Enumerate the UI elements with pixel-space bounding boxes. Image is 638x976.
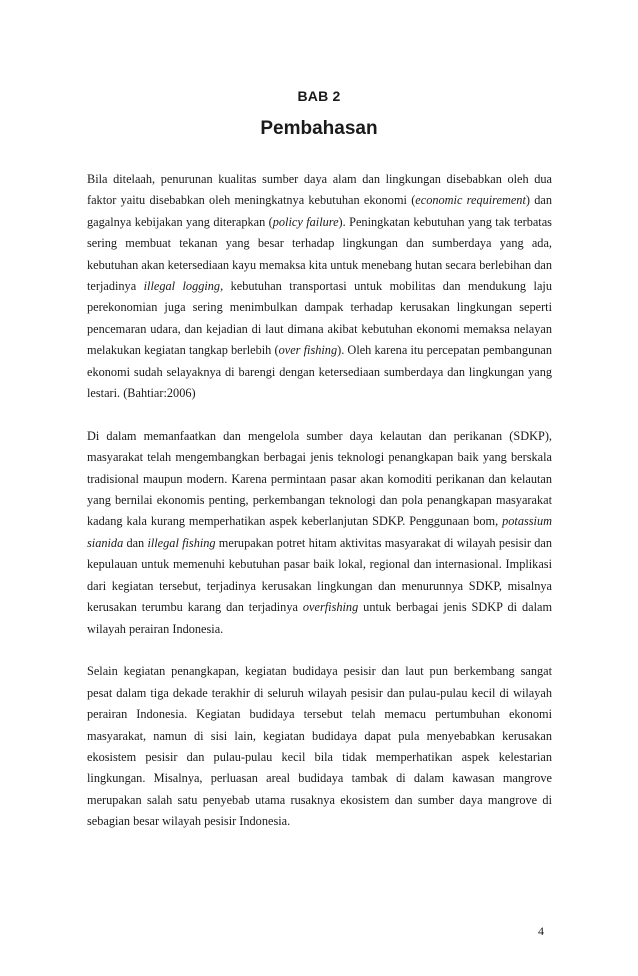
chapter-label: BAB 2 <box>297 88 341 104</box>
italic-term: policy failure <box>272 214 339 229</box>
paragraph-3 <box>87 661 552 832</box>
italic-term: potassium sianida <box>87 514 552 550</box>
italic-term: over fishing <box>278 343 338 358</box>
text-run: Di dalam memanfaatkan dan mengelola sumber daya kelautan dan perikanan (SDKP), masyarakat telah mengembangkan berbagai jenis teknologi penangkapan baik yang berskala tradisional maupun modern. Karena permintaan pasar akan komoditi perikanan dan kelautan yang bernilai ekonomis penting, perkembangan teknologi dan pola penangkapan masyarakat kadang kala kurang memperhatikan aspek keberlanjutan SDKP. Penggunaan bom, <box>87 428 552 529</box>
chapter-title: Pembahasan <box>260 118 378 139</box>
italic-term: illegal fishing <box>147 535 216 550</box>
body-text <box>87 169 552 854</box>
italic-term: illegal logging <box>143 279 221 294</box>
text-run: Selain kegiatan penangkapan, kegiatan budidaya pesisir dan laut pun berkembang sangat pesat dalam tiga dekade terakhir di seluruh wilayah pesisir dan pulau-pulau kecil di wilayah perairan Indonesia. Kegiatan budidaya tersebut telah memacu pertumbuhan ekonomi masyarakat, namun di sisi lain, kegiatan budidaya dapat pula menyebabkan kerusakan ekosistem pesisir dan pulau-pulau kecil bila tidak memperhatikan aspek kelestarian lingkungan. Misalnya, perluasan areal budidaya tambak di dalam kawasan mangrove merupakan salah satu penyebab utama rusaknya ekosistem dan sumber daya mangrove di sebagian besar wilayah pesisir Indonesia. <box>87 664 552 829</box>
italic-term: overfishing <box>302 600 359 615</box>
text-run: dan <box>123 535 148 550</box>
paragraph-1 <box>87 169 552 404</box>
text-run: ) dan gagalnya kebijakan yang diterapkan ( <box>87 193 552 229</box>
text-run: ). Peningkatan kebutuhan yang tak terbatas sering membuat tekanan yang besar terhadap lingkungan dan sumberdaya yang ada, kebutuhan akan ketersediaan kayu memaksa kita untuk menebang hutan secara berlebihan dan terjadinya <box>87 214 552 294</box>
text-run: Bila ditelaah, penurunan kualitas sumber daya alam dan lingkungan disebabkan oleh dua faktor yaitu disebabkan oleh meningkatnya kebutuhan ekonomi ( <box>87 172 552 208</box>
italic-term: economic requirement <box>415 193 526 208</box>
text-run: ). Oleh karena itu percepatan pembangunan ekonomi sudah selayaknya di barengi dengan ketersediaan sumberdaya dan lingkungan yang lestari. (Bahtiar:2006) <box>87 343 552 401</box>
page-number: 4 <box>538 924 544 938</box>
text-run: untuk berbagai jenis SDKP di dalam wilayah perairan Indonesia. <box>87 600 553 636</box>
paragraph-2 <box>87 426 552 640</box>
text-run: , kebutuhan transportasi untuk mobilitas dan mendukung laju perekonomian juga sering menimbulkan dampak terhadap kerusakan lingkungan seperti pencemaran udara, dan kejadian di laut dimana akibat kebutuhan ekonomi memaksa nelayan melakukan kegiatan tangkap berlebih ( <box>87 279 552 358</box>
text-run: merupakan potret hitam aktivitas masyarakat di wilayah pesisir dan kepulauan untuk memenuhi kebutuhan pasar baik lokal, regional dan internasional. Implikasi dari kegiatan tersebut, terjadinya kerusakan lingkungan dan menurunnya SDKP, misalnya kerusakan terumbu karang dan terjadinya <box>87 535 552 615</box>
